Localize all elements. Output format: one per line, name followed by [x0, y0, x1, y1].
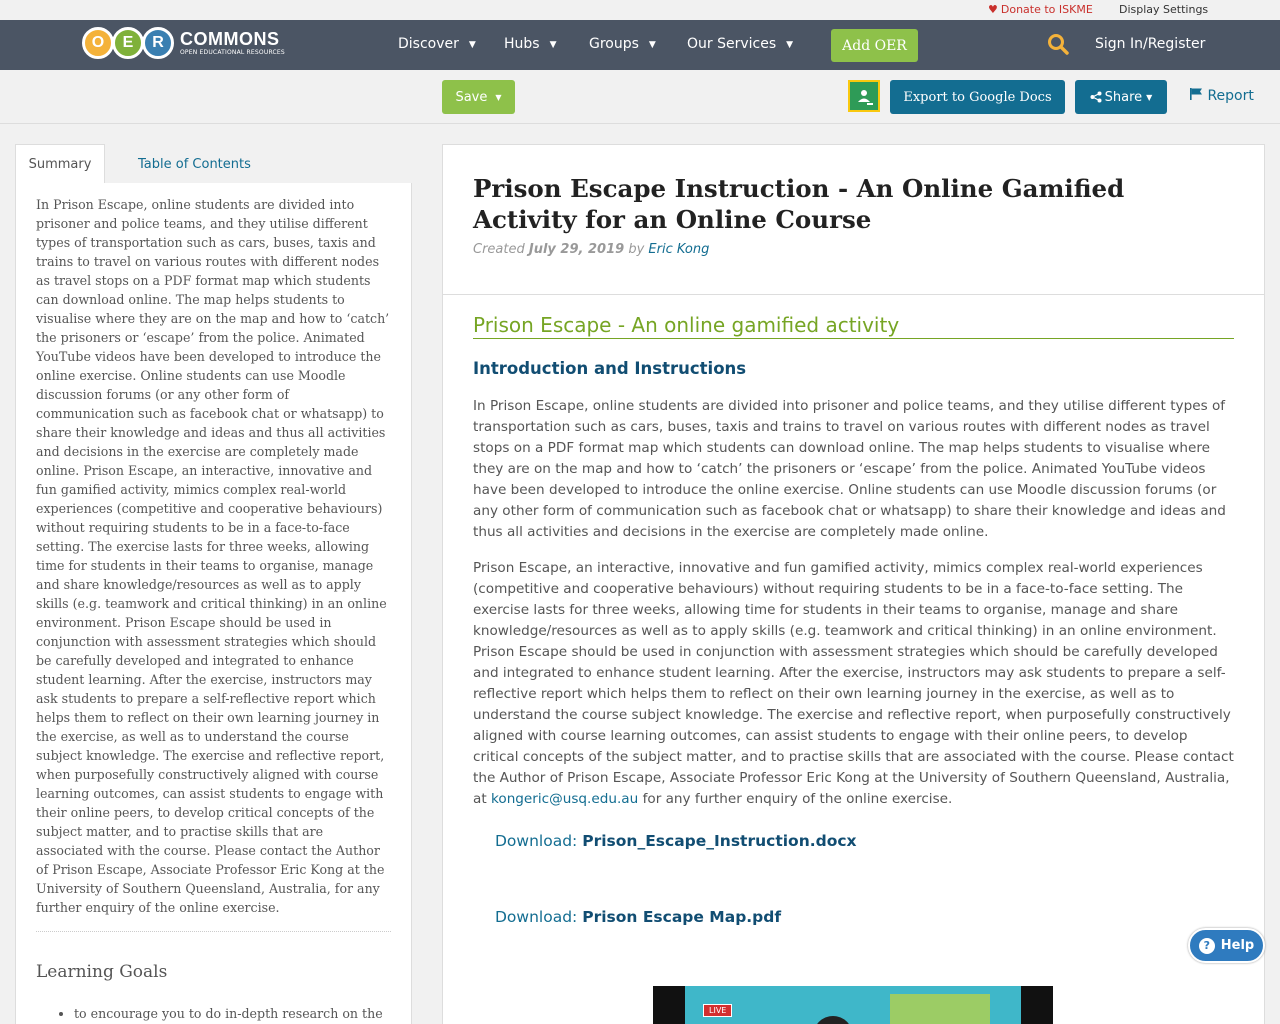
tab-summary[interactable]: Summary: [15, 144, 105, 184]
learning-goals-list: [36, 1006, 391, 1021]
tab-table-of-contents[interactable]: Table of Contents: [138, 156, 251, 172]
flag-icon: [1190, 88, 1203, 100]
nav-our-services[interactable]: Our Services ▼: [687, 36, 794, 52]
nav-discover[interactable]: Discover ▼: [398, 36, 476, 52]
learning-goals-heading: Learning Goals: [36, 962, 168, 982]
download-pdf: Download: Prison Escape Map.pdf: [495, 908, 782, 926]
logo-letter-o: O: [82, 27, 114, 59]
logo-letter-r: R: [142, 27, 174, 59]
divider: [36, 931, 391, 932]
summary-text: In Prison Escape, online students are divided into prisoner and police teams, and they utilise different types of transportation such as cars, buses, taxis and trains to travel on various routes with different nodes as travel stops on a PDF format map which students can download online. The map helps students to visualise where they are on the map and how to ‘catch’ the prisoners or ‘escape’ from the police. Animated YouTube videos have been developed to introduce the online exercise. Online students can use Moodle discussion forums (or any other form of communication such as facebook chat or whatsapp) to share their knowledge and ideas and thus all activities and decisions in the exercise are completely made online. Prison Escape, an interactive, innovative and fun gamified activity, mimics complex real-world experiences (competitive and cooperative behaviours) without requiring students to be in a face-to-face setting. The exercise lasts for three weeks, allowing time for students in their teams to organise, manage and share knowledge/resources as well as to apply skills (e.g. teamwork and critical thinking) in an online environment. Prison Escape should be used in conjunction with assessment strategies which should be carefully developed and integrated to enhance student learning. After the exercise, instructors may ask students to prepare a self-reflective report which helps them to reflect on their own learning journey in the exercise, as well as to understand the course subject knowledge. The exercise and reflective report, when purposefully constructively aligned with course learning outcomes, can assist students to engage with their online peers, to develop critical concepts of the subject matter, and to practise skills that are associated with the course. Please contact the Author of Prison Escape, Associate Professor Eric Kong at the University of Southern Queensland, Australia, for any further enquiry of the online exercise.: [36, 197, 390, 915]
subheading: Introduction and Instructions: [473, 359, 747, 378]
author-link[interactable]: Eric Kong: [648, 242, 710, 257]
caret-down-icon: ▼: [495, 92, 502, 102]
logo-letter-e: E: [112, 27, 144, 59]
logo-name: COMMONS: [180, 29, 280, 49]
nav-groups[interactable]: Groups ▼: [589, 36, 656, 52]
export-to-google-docs-button[interactable]: Export to Google Docs: [890, 80, 1065, 114]
resource-meta: Created July 29, 2019 by Eric Kong: [473, 242, 710, 257]
heart-icon: ♥: [988, 3, 998, 16]
left-tabs: [15, 144, 412, 184]
logo-tagline: OPEN EDUCATIONAL RESOURCES: [180, 49, 285, 56]
save-button[interactable]: Save ▼: [442, 80, 515, 114]
paragraph-2: Prison Escape, an interactive, innovative and fun gamified activity, mimics complex real-world experiences (competitive and cooperative behaviours) without requiring students to be in a face-to-face setting. The exercise lasts for three weeks, allowing time for students in their teams to organise, manage and share knowledge/resources as well as to apply skills (e.g. teamwork and critical thinking) in an online environment. Prison Escape should be used in conjunction with assessment strategies which should be carefully developed and integrated to enhance student learning. After the exercise, instructors may ask students to prepare a self-reflective report which helps them to reflect on their own learning journey in the exercise, as well as to understand the course subject knowledge. The exercise and reflective report, when purposefully constructively aligned with course learning outcomes, can assist students to engage with their online peers, to develop critical concepts of the subject matter, and to practise skills that are associated with the course. Please contact the Author of Prison Escape, Associate Professor Eric Kong at the University of Southern Queensland, Australia, at kongeric@usq.edu.au for any further enquiry of the online exercise.: [473, 560, 1234, 807]
download-docx-link[interactable]: Prison_Escape_Instruction.docx: [582, 832, 857, 850]
help-button[interactable]: ? Help: [1188, 928, 1265, 963]
display-settings-link[interactable]: Display Settings: [1119, 3, 1209, 16]
chevron-down-icon: ▼: [468, 40, 476, 50]
classroom-board: [850, 82, 878, 110]
section-title: Prison Escape - An online gamified activity: [473, 313, 1234, 339]
nav-hubs[interactable]: Hubs ▼: [504, 36, 557, 52]
live-badge: LIVE: [703, 1004, 732, 1017]
utility-bar: [0, 0, 1280, 20]
video-thumbnail: [685, 986, 1021, 1024]
video-embed[interactable]: [653, 986, 1053, 1024]
list-item: • to encourage you to do in-depth research on the: [74, 1006, 391, 1021]
sign-in-register-link[interactable]: Sign In/Register: [1095, 36, 1206, 52]
add-oer-button[interactable]: Add OER: [831, 29, 918, 62]
report-link[interactable]: Report: [1190, 88, 1254, 104]
resource-body: [443, 295, 1264, 926]
donate-link[interactable]: ♥ Donate to ISKME: [988, 3, 1093, 16]
resource-header: [443, 145, 1264, 295]
summary-panel: [15, 183, 412, 1024]
download-docx: Download: Prison_Escape_Instruction.docx: [495, 832, 857, 850]
search-icon[interactable]: [1047, 33, 1069, 55]
main-nav: [0, 20, 1280, 70]
resource-toolbar: [0, 70, 1280, 124]
video-map-image: [890, 994, 990, 1024]
page-title: Prison Escape Instruction - An Online Gamified Activity for an Online Course: [473, 174, 1125, 234]
chevron-down-icon: ▼: [549, 40, 557, 50]
download-pdf-link[interactable]: Prison Escape Map.pdf: [582, 908, 782, 926]
created-date: July 29, 2019: [528, 242, 625, 257]
share-icon: [1090, 91, 1102, 103]
oer-commons-logo[interactable]: [82, 25, 285, 61]
google-classroom-icon[interactable]: [848, 80, 880, 112]
share-button[interactable]: Share ▼: [1075, 80, 1167, 114]
video-figure: [813, 1016, 853, 1024]
paragraph-1: In Prison Escape, online students are divided into prisoner and police teams, and they utilise different types of transportation such as cars, buses, taxis and trains to travel on various routes with different nodes as travel stops on a PDF format map which students can download online. The map helps students to visualise where they are on the map and how to ‘catch’ the prisoners or ‘escape’ from the police. Animated YouTube videos have been developed to introduce the online exercise. Online students can use Moodle discussion forums (or any other form of communication such as facebook chat or whatsapp) to share their knowledge and ideas and thus all activities and decisions in the exercise are completely made online.: [473, 398, 1226, 540]
email-link[interactable]: kongeric@usq.edu.au: [490, 791, 639, 807]
caret-down-icon: ▼: [1146, 92, 1153, 102]
resource-main: [442, 144, 1265, 1024]
chevron-down-icon: ▼: [786, 40, 794, 50]
chevron-down-icon: ▼: [648, 40, 656, 50]
question-icon: ?: [1199, 938, 1215, 954]
